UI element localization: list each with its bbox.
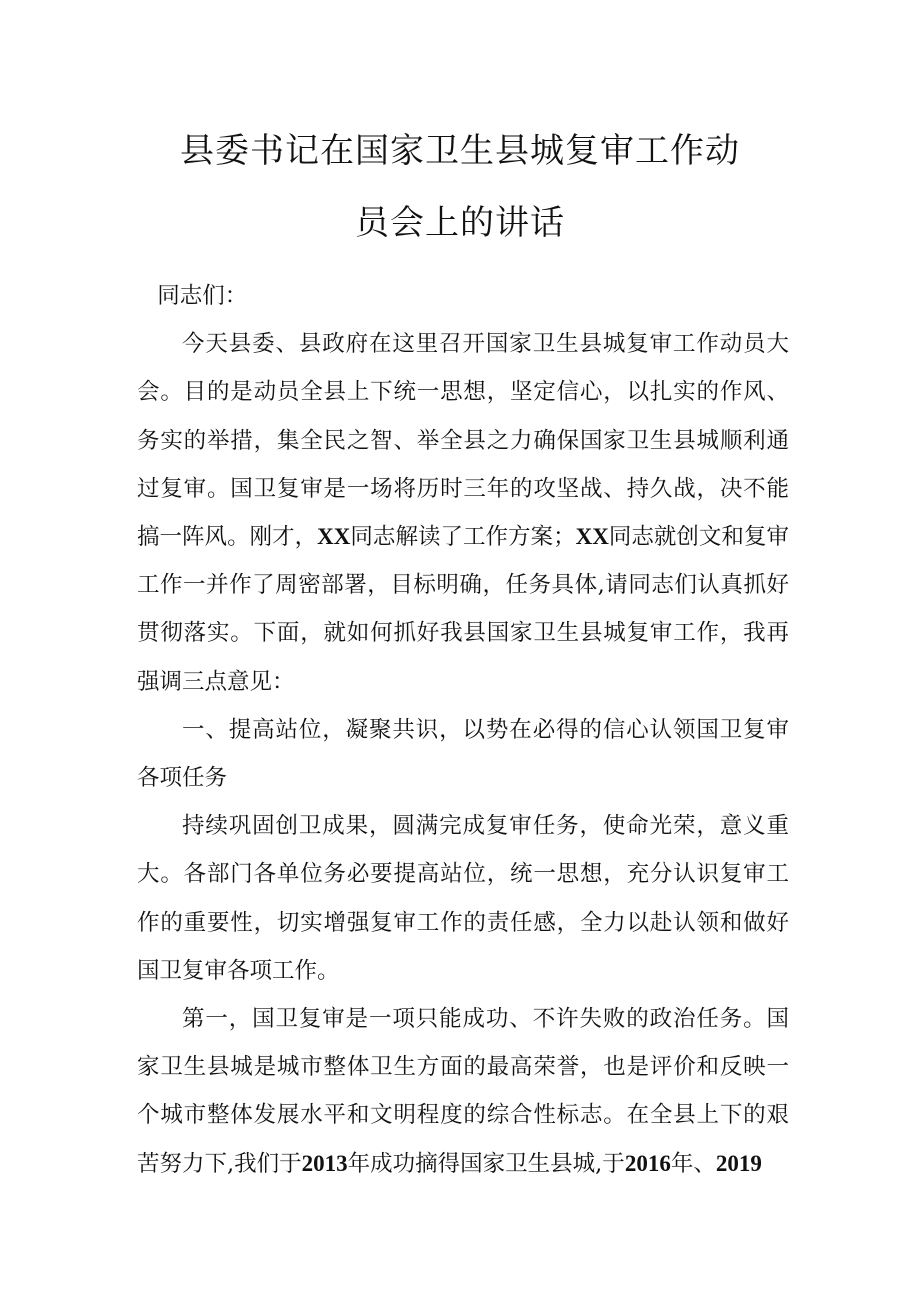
section-heading-1: 一、提高站位，凝聚共识，以势在必得的信心认领国卫复审各项任务 (137, 716, 789, 792)
paragraph-section-1-intro: 持续巩固创卫成果，圆满完成复审任务，使命光荣，意义重大。各部门各单位务必要提高站位，统一思想，充分认识复审工作的重要性，切实增强复审工作的责任感，全力以赴认领和做好国卫复审各项工作。 (137, 813, 789, 984)
document-title-line-2: 员会上的讲话 (355, 203, 565, 243)
paragraph-text: 年、 (670, 1150, 716, 1177)
year-number: 2016 (624, 1150, 671, 1176)
paragraph-text: 第一，国卫复审是一项只能成功、不许失败的政治任务。国家卫生县城是城市整体卫生方面的最高荣誉，也是评价和反映一个城市整体发展水平和文明程度的综合性标志。在全县上下的艰苦努力下,我们于 (137, 1006, 789, 1177)
year-number: 2013 (301, 1150, 348, 1176)
salutation: 同志们： (157, 283, 248, 309)
paragraph-text: 同志解读了工作方案； (350, 524, 576, 551)
name-placeholder: XX (575, 524, 609, 550)
paragraph-text: 同志就创文和复审工作一并作了周密部署，目标明确，任务具体,请同志们认真抓好贯彻落实。下面，就如何抓好我县国家卫生县城复审工作，我再强调三点意见： (137, 524, 789, 695)
paragraph-text: 今天县委、县政府在这里召开国家卫生县城复审工作动员大会。目的是动员全县上下统一思想，坚定信心，以扎实的作风、务实的举措，集全民之智、举全县之力确保国家卫生县城顺利通过复审。国卫复审是一场将历时三年的攻坚战、持久战，决不能搞一阵风。刚才， (137, 331, 789, 551)
paragraph-point-1 (137, 995, 789, 1188)
year-number: 2019 (715, 1150, 762, 1176)
document-body (137, 272, 789, 1188)
paragraph-text: 年成功摘得国家卫生县城,于 (347, 1150, 625, 1177)
document-title-line-1: 县委书记在国家卫生县城复审工作动 (180, 131, 740, 171)
name-placeholder: XX (317, 524, 351, 550)
paragraph-opening (137, 320, 789, 706)
